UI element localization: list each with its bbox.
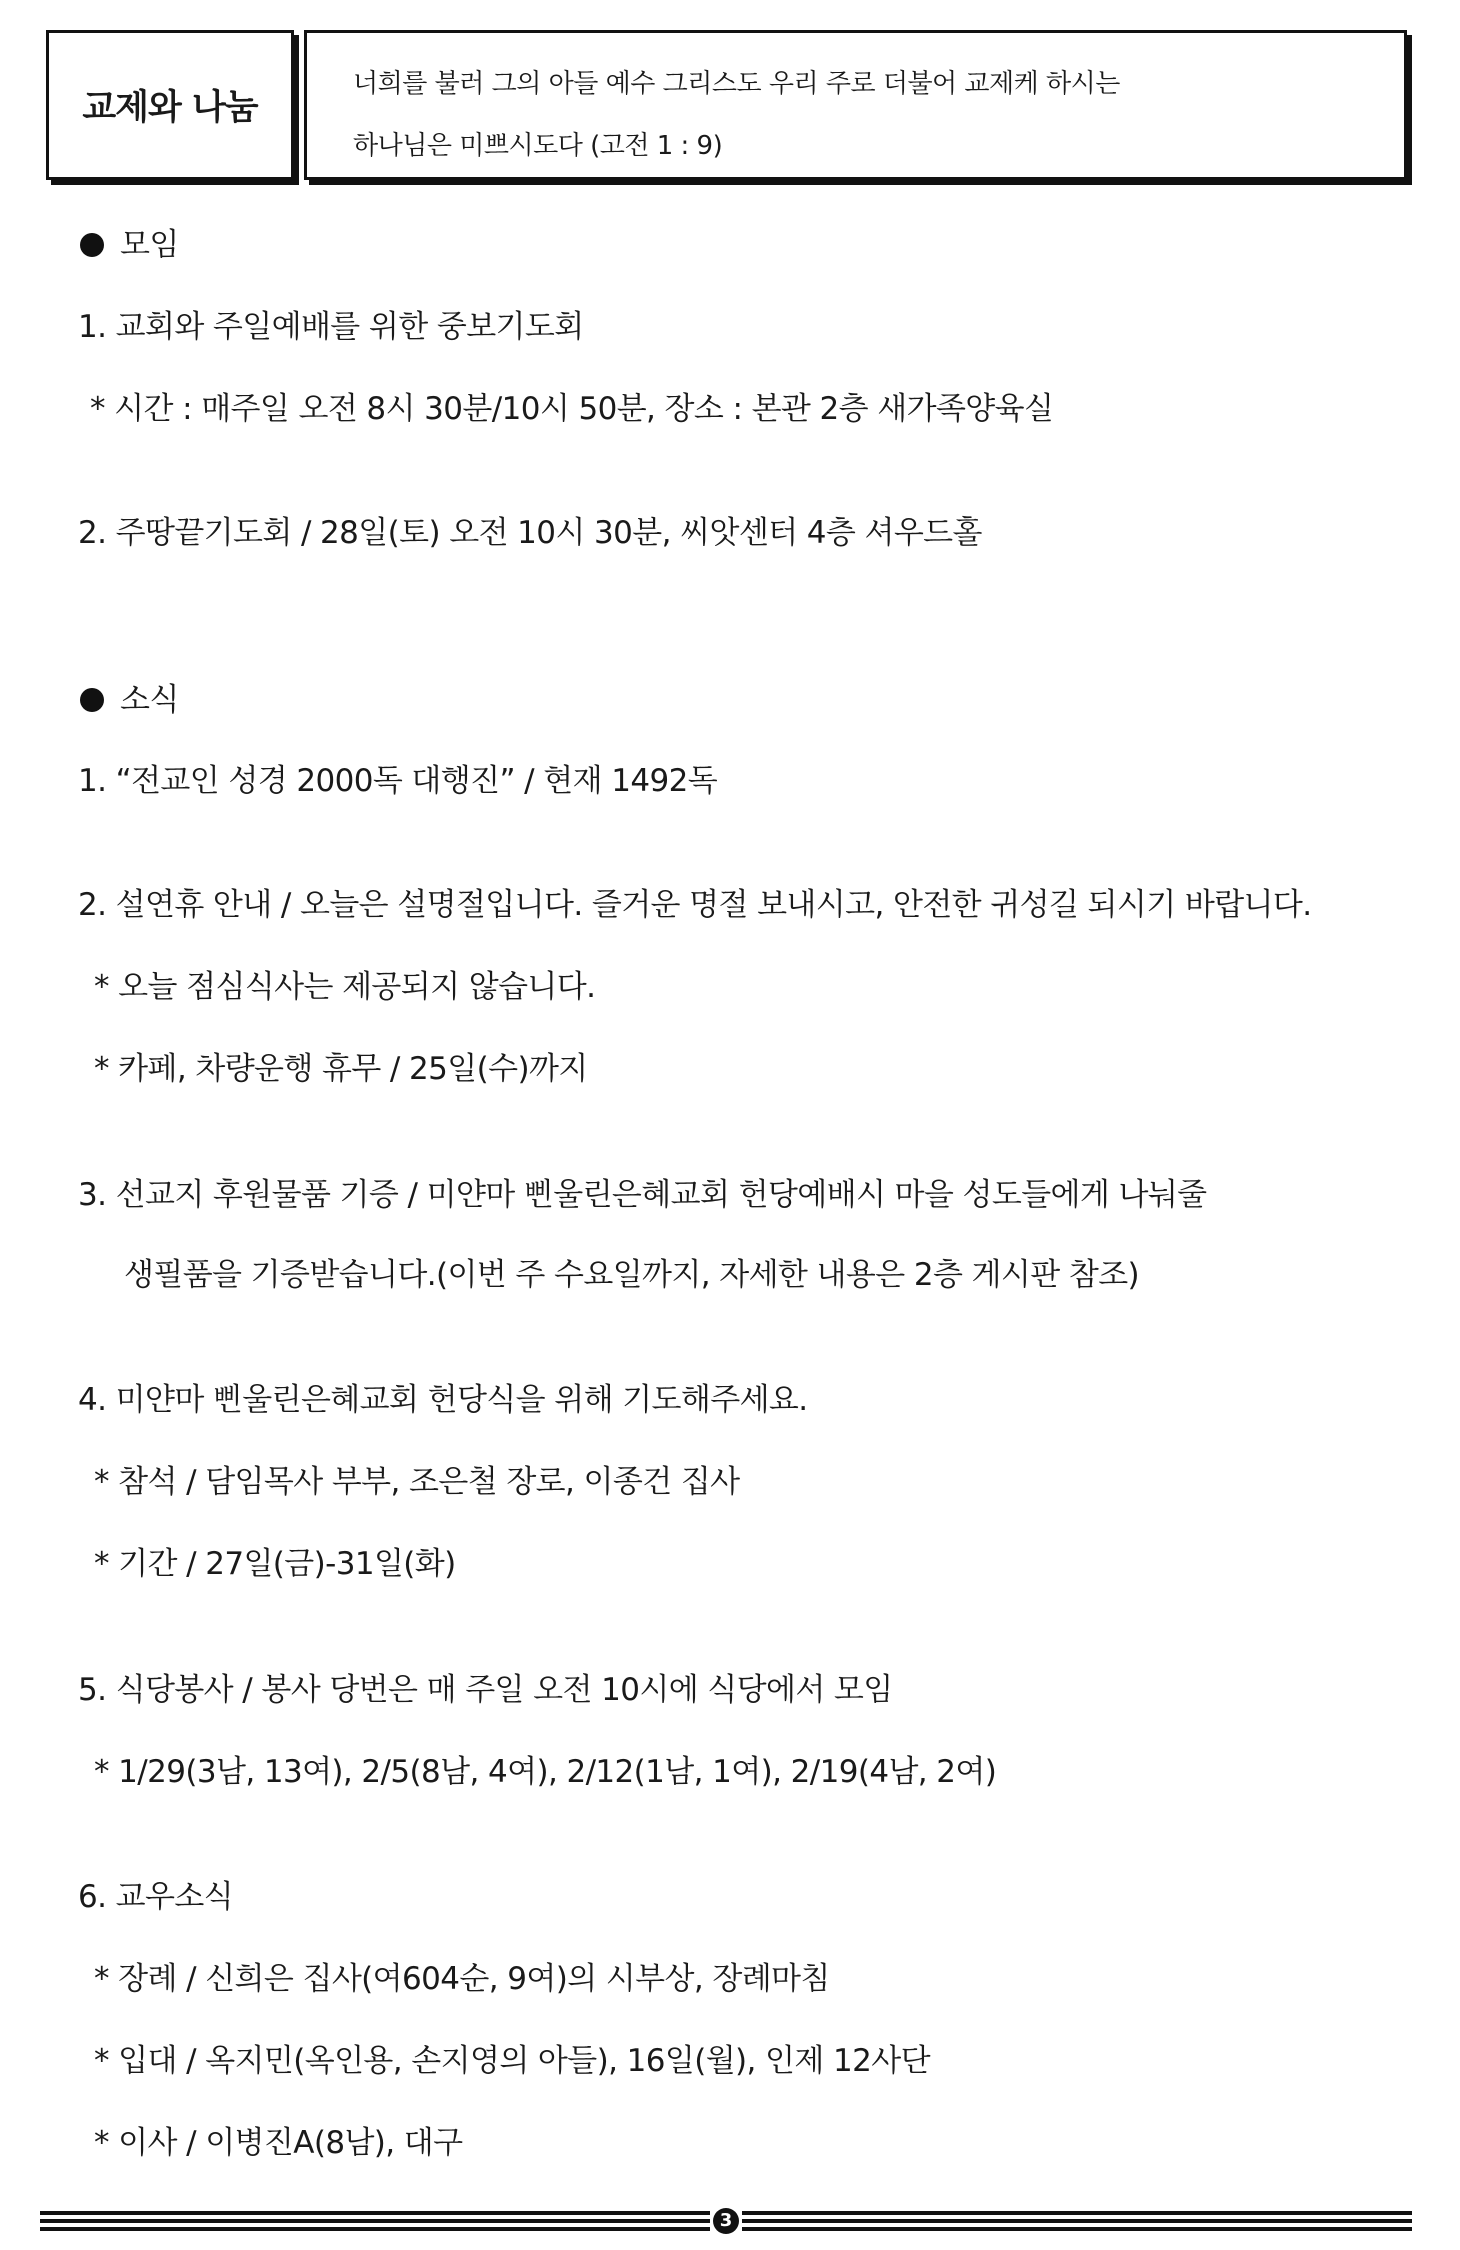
news-item-4-detail-2: * 기간 / 27일(금)-31일(화) [94,1546,456,1582]
news-item-6-detail-1: * 장례 / 신희은 집사(여604순, 9여)의 시부상, 장례마침 [94,1961,830,1997]
news-item-5-detail-1: * 1/29(3남, 13여), 2/5(8남, 4여), 2/12(1남, 1여), 2/19(4남, 2여) [94,1754,997,1790]
footer-rule [40,2227,710,2231]
news-item-2-detail-1: * 오늘 점심식사는 제공되지 않습니다. [94,969,596,1005]
meeting-item-2: 2. 주땅끝기도회 / 28일(토) 오전 10시 30분, 씨앗센터 4층 셔우드홀 [78,515,982,551]
news-item-5: 5. 식당봉사 / 봉사 당번은 매 주일 오전 10시에 식당에서 모임 [78,1672,893,1708]
news-item-3-line-1: 3. 선교지 후원물품 기증 / 미얀마 삔울린은혜교회 헌당예배시 마을 성도들에게 나눠줄 [78,1177,1207,1213]
footer-rule [742,2227,1412,2231]
footer-rule [742,2211,1412,2215]
footer-rule [742,2219,1412,2223]
bullet-icon [80,688,104,712]
footer-rule [40,2219,710,2223]
bullet-icon [80,233,104,257]
meetings-heading [80,227,179,263]
news-item-2: 2. 설연휴 안내 / 오늘은 설명절입니다. 즐거운 명절 보내시고, 안전한 귀성길 되시기 바랍니다. [78,887,1312,923]
section-title: 교제와 나눔 [82,88,258,128]
verse-line-2: 하나님은 미쁘시도다 (고전 1 : 9) [353,131,723,161]
meeting-item-1: 1. 교회와 주일예배를 위한 중보기도회 [78,309,584,345]
news-item-2-detail-2: * 카페, 차량운행 휴무 / 25일(수)까지 [94,1051,588,1087]
news-item-6: 6. 교우소식 [78,1879,234,1915]
page-footer [40,2208,1412,2234]
news-heading [80,682,179,718]
footer-rule [40,2211,710,2215]
verse-box [304,30,1407,180]
section-title-box [46,30,294,180]
news-heading-text: 소식 [120,682,179,718]
news-item-6-detail-3: * 이사 / 이병진A(8남), 대구 [94,2125,463,2161]
verse-line-1: 너희를 불러 그의 아들 예수 그리스도 우리 주로 더불어 교제케 하시는 [353,69,1120,99]
page-number: 3 [713,2208,739,2234]
news-item-4-detail-1: * 참석 / 담임목사 부부, 조은철 장로, 이종건 집사 [94,1464,740,1500]
meeting-item-1-detail: * 시간 : 매주일 오전 8시 30분/10시 50분, 장소 : 본관 2층 새가족양육실 [90,391,1054,427]
news-item-6-detail-2: * 입대 / 옥지민(옥인용, 손지영의 아들), 16일(월), 인제 12사단 [94,2043,930,2079]
news-item-4: 4. 미얀마 삔울린은혜교회 헌당식을 위해 기도해주세요. [78,1382,808,1418]
meetings-heading-text: 모임 [120,227,179,263]
news-item-3-line-2: 생필품을 기증받습니다.(이번 주 수요일까지, 자세한 내용은 2층 게시판 참조) [124,1257,1140,1293]
news-item-1: 1. “전교인 성경 2000독 대행진” / 현재 1492독 [78,763,718,799]
